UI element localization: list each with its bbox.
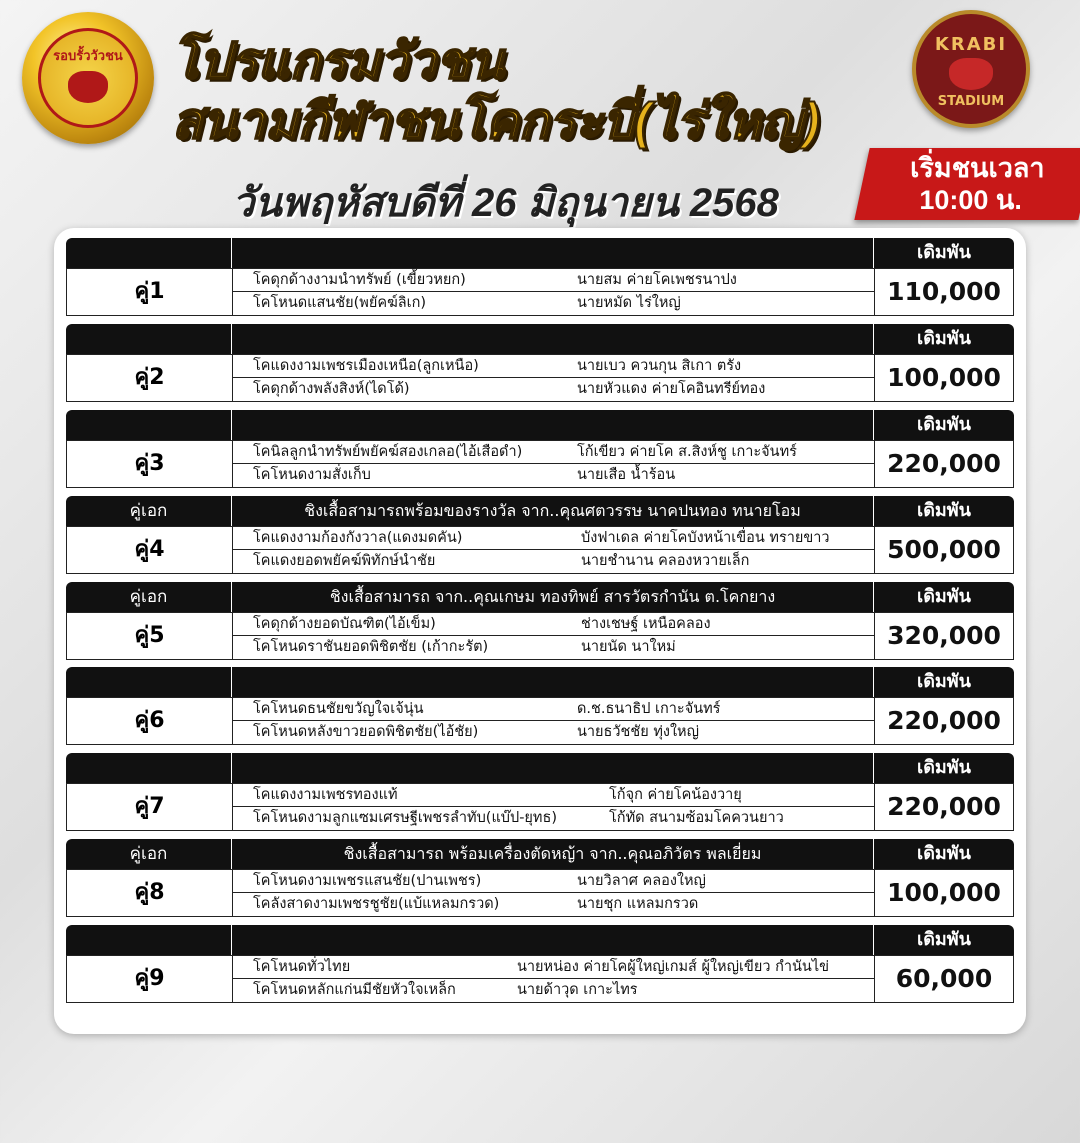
match-card [66, 753, 1014, 831]
match-card [66, 925, 1014, 1003]
match-prize [232, 753, 874, 783]
bull-row [233, 441, 875, 464]
left-logo-text: รอบรั้ววัวชน [53, 49, 123, 64]
match-prize [232, 238, 874, 268]
pair-number: คู่4 [67, 527, 233, 573]
match-badge [66, 667, 232, 697]
bull-name: โคโหนดงามเพชรแสนชัย(ปานเพชร) [253, 873, 482, 889]
bull-owner: นายชำนาน คลองหวายเล็ก [581, 553, 750, 569]
bull-row [233, 807, 875, 830]
bet-amount: 220,000 [887, 449, 1001, 478]
match-badge [66, 925, 232, 955]
bull-name: โคแดงยอดพยัคฆ์พิทักษ์นำชัย [253, 553, 436, 569]
match-card [66, 410, 1014, 488]
bull-name: โคโหนดราชันยอดพิชิตชัย (เก้ากะรัต) [253, 639, 489, 655]
match-card [66, 839, 1014, 917]
match-body [66, 354, 1014, 402]
bull-name: โคแดงงามเพชรเมืองเหนือ(ลูกเหนือ) [253, 358, 479, 374]
right-logo-top-text: KRABI [934, 34, 1008, 55]
match-card [66, 238, 1014, 316]
bull-owner: นายนัด นาใหม่ [581, 639, 676, 655]
match-prize: ชิงเสื้อสามารถพร้อมของรางวัล จาก..คุณศตวรรษ นาคปนทอง ทนายโอม [232, 496, 874, 526]
match-header [66, 582, 1014, 612]
match-header [66, 410, 1014, 440]
bull-row [233, 956, 875, 979]
bull-name: โคแดงงามก้องกังวาล(แดงมดคัน) [253, 530, 463, 546]
match-body [66, 955, 1014, 1003]
match-card [66, 324, 1014, 402]
bet-header: เดิมพัน [917, 242, 971, 263]
left-logo-emblem [38, 28, 138, 128]
pair-number: คู่6 [67, 698, 233, 744]
bull-owner: นายด้าวุด เกาะไทร [517, 982, 638, 998]
bull-owner: โก้เขียว ค่ายโค ส.สิงห์ชู เกาะจันทร์ [577, 444, 797, 460]
bull-row [233, 527, 875, 550]
pair-number: คู่5 [67, 613, 233, 659]
match-body [66, 697, 1014, 745]
bull-row [233, 698, 875, 721]
bull-name: โคโหนดหลักแก่นมีชัยหัวใจเหล็ก [253, 982, 456, 998]
bull-row [233, 464, 875, 487]
bet-header: เดิมพัน [917, 586, 971, 607]
start-time-label: เริ่มชนเวลา [910, 153, 1045, 183]
match-body [66, 526, 1014, 574]
bull-icon [949, 58, 993, 90]
match-prize [232, 324, 874, 354]
bull-row [233, 784, 875, 807]
bull-name: โคลังสาดงามเพชรชูชัย(แบ้แหลมกรวด) [253, 896, 500, 912]
bull-row [233, 269, 875, 292]
bet-amount: 220,000 [887, 792, 1001, 821]
bet-amount: 100,000 [887, 878, 1001, 907]
match-header [66, 238, 1014, 268]
bet-amount: 500,000 [887, 535, 1001, 564]
bull-owner: นายสม ค่ายโคเพชรนาปง [577, 272, 737, 288]
bull-name: โคโหนดหลังขาวยอดพิชิตชัย(ไอ้ชัย) [253, 724, 479, 740]
bet-amount: 220,000 [887, 706, 1001, 735]
bull-owner: โก้ทัด สนามซ้อมโคควนยาว [609, 810, 784, 826]
bull-owner: นายหมัด ไร่ใหญ่ [577, 295, 681, 311]
program-title: โปรแกรมวัวชน [172, 33, 505, 89]
match-badge: คู่เอก [66, 582, 232, 612]
bull-row [233, 550, 875, 573]
match-card [66, 667, 1014, 745]
pair-number: คู่9 [67, 956, 233, 1002]
bet-header: เดิมพัน [917, 671, 971, 692]
bull-row [233, 979, 875, 1002]
match-badge [66, 324, 232, 354]
bull-name: โคโหนดทั่วไทย [253, 959, 351, 975]
match-body [66, 612, 1014, 660]
match-header [66, 324, 1014, 354]
left-logo [22, 12, 154, 144]
match-header [66, 925, 1014, 955]
match-prize [232, 667, 874, 697]
bull-name: โคโหนดงามสั่งเก็บ [253, 467, 371, 483]
bull-name: โคดุกด้างยอดบัณฑิต(ไอ้เข็ม) [253, 616, 436, 632]
match-header [66, 839, 1014, 869]
match-card [66, 582, 1014, 660]
match-body [66, 440, 1014, 488]
match-body [66, 268, 1014, 316]
bull-owner: นายเสือ น้ำร้อน [577, 467, 676, 483]
bull-owner: นายหน่อง ค่ายโคผู้ใหญ่เกมส์ ผู้ใหญ่เขียว กำนันไข่ [517, 959, 830, 975]
bull-owner: บังฟาเดล ค่ายโคบังหน้าเขื่อน ทรายขาว [581, 530, 830, 546]
bet-header: เดิมพัน [917, 328, 971, 349]
bull-owner: โก้จุก ค่ายโคน้องวายุ [609, 787, 742, 803]
bet-amount: 110,000 [887, 277, 1001, 306]
bull-owner: นายชุก แหลมกรวด [577, 896, 699, 912]
bull-row [233, 893, 875, 916]
match-body [66, 783, 1014, 831]
bull-name: โคโหนดแสนชัย(พยัคฆ์ลิเก) [253, 295, 427, 311]
match-header [66, 496, 1014, 526]
match-prize: ชิงเสื้อสามารถ พร้อมเครื่องตัดหญ้า จาก..คุณอภิวัตร พลเยี่ยม [232, 839, 874, 869]
bull-name: โคโหนดงามลูกแซมเศรษฐีเพชรลำทับ(แบ๊ป-ยุทธ) [253, 810, 557, 826]
bull-owner: ช่างเชษฐ์ เหนือคลอง [581, 616, 711, 632]
bull-row [233, 378, 875, 401]
event-date: วันพฤหัสบดีที่ 26 มิถุนายน 2568 [232, 181, 779, 225]
bet-header: เดิมพัน [917, 500, 971, 521]
start-time-value: 10:00 น. [919, 185, 1022, 215]
bet-header: เดิมพัน [917, 929, 971, 950]
bull-name: โคนิลลูกนำทรัพย์พยัคฆ์สองเกลอ(ไอ้เสือดำ) [253, 444, 523, 460]
pair-number: คู่8 [67, 870, 233, 916]
bull-name: โคดุกด้างงามนำทรัพย์ (เขี้ยวหยก) [253, 272, 466, 288]
start-time-badge [854, 148, 1080, 220]
right-logo-bottom-text: STADIUM [937, 94, 1005, 109]
match-badge [66, 238, 232, 268]
bull-owner: นายธวัชชัย ทุ่งใหญ่ [577, 724, 699, 740]
match-prize [232, 925, 874, 955]
bull-name: โคโหนดธนชัยขวัญใจเจ้นุ่น [253, 701, 424, 717]
match-badge [66, 753, 232, 783]
match-header [66, 753, 1014, 783]
match-badge: คู่เอก [66, 496, 232, 526]
bull-row [233, 870, 875, 893]
match-body [66, 869, 1014, 917]
bet-amount: 100,000 [887, 363, 1001, 392]
bull-row [233, 292, 875, 315]
match-prize: ชิงเสื้อสามารถ จาก..คุณเกษม ทองทิพย์ สารวัตรกำนัน ต.โคกยาง [232, 582, 874, 612]
bull-owner: นายเบว ควนกุน สิเกา ตรัง [577, 358, 742, 374]
bull-row [233, 721, 875, 744]
bet-header: เดิมพัน [917, 843, 971, 864]
bull-owner: นายหัวแดง ค่ายโคอินทรีย์ทอง [577, 381, 766, 397]
bull-owner: นายวิลาศ คลองใหญ่ [577, 873, 706, 889]
match-prize [232, 410, 874, 440]
bet-amount: 60,000 [895, 964, 993, 993]
match-header [66, 667, 1014, 697]
bull-icon [68, 71, 108, 103]
pair-number: คู่2 [67, 355, 233, 401]
bull-row [233, 355, 875, 378]
right-logo [912, 10, 1030, 128]
bull-owner: ด.ช.ธนาธิป เกาะจันทร์ [577, 701, 721, 717]
match-card [66, 496, 1014, 574]
bull-row [233, 613, 875, 636]
match-badge [66, 410, 232, 440]
pair-number: คู่1 [67, 269, 233, 315]
bull-name: โคแดงงามเพชรทองแท้ [253, 787, 398, 803]
bull-row [233, 636, 875, 659]
pair-number: คู่7 [67, 784, 233, 830]
bet-header: เดิมพัน [917, 757, 971, 778]
bet-header: เดิมพัน [917, 414, 971, 435]
bull-name: โคดุกด้างพลังสิงห์(ไดโด้) [253, 381, 410, 397]
pair-number: คู่3 [67, 441, 233, 487]
match-badge: คู่เอก [66, 839, 232, 869]
stadium-title: สนามกีฬาชนโคกระบี่(ไร่ใหญ่) [172, 93, 820, 149]
bet-amount: 320,000 [887, 621, 1001, 650]
